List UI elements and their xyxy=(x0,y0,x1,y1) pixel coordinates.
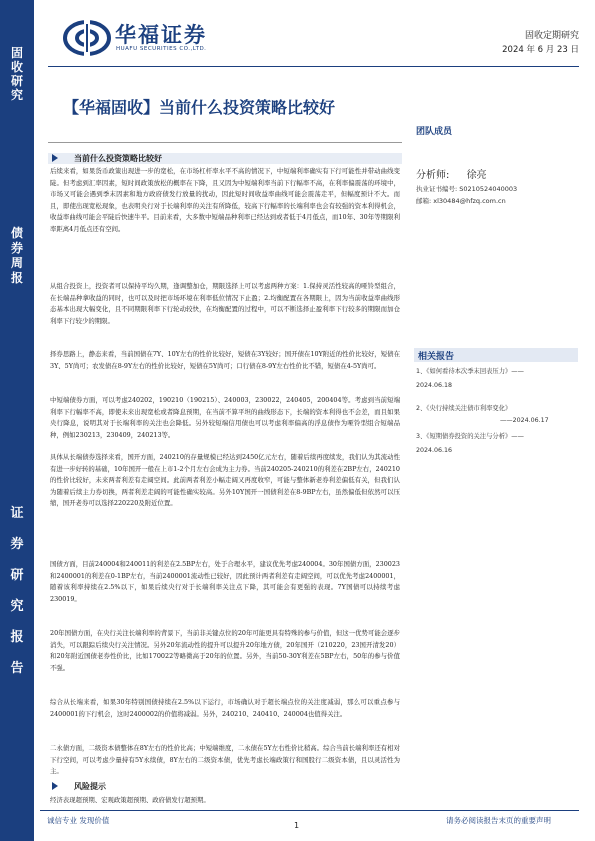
section-heading: 风险提示 xyxy=(74,782,106,791)
body-paragraph: 20年国债方面，在央行关注长端利率的背景下，当前非关键点位的20年可能更具有特殊的参与价值，但这一优势可能会逐步消失，可以跟踪后续央行关注情况。另外20年流动性的提升可以提升20年地方债，20年国开（210220，23国开清发20）和20年附近国债老券性价比，比如170022等略微高于20年的位置。另外，当前50-30Y利差在5BP左右，50年的参与价值不强。 xyxy=(50,629,400,672)
report-date: 2024 年 6 月 23 日 xyxy=(502,45,579,55)
sidebar-char: 证 xyxy=(10,506,24,521)
sidebar-char: 究 xyxy=(10,599,24,614)
body-paragraph: 择券思路上，静态来看，当前国债在7Y、10Y左右的性价比较好，短债在3Y较好；国开债在10Y附近的性价比较好，短债在3Y、5Y尚可；农发债在8-9Y左右的性价比较好，短债在5Y尚可；口行债在8-9Y左右性价比不错，短债在4-5Y尚可。 xyxy=(50,350,400,370)
body-paragraph: 后续来看，如果货币政策出现进一步的宽松，在市场杠杆率水平不高的情况下，中短端利率确实有下行可能性并带动曲线变陡。但考虑到汇率因素，短时间政策放松的概率在下降，且又因为中短端利率当前下行幅率不高，在利率偏震荡的环境中，市场又可能会遇到季末因素和地方政府债发行放量的扰动，因此短时间收益率曲线可能会震荡走平，但幅度预计不大。而且，即使出现宽松现象，也表明央行对于长端利率的关注有所降低，较高下行幅率的长端利率也会有较强的资本利得机会，收益率曲线可能会平陡后快速牛平。目前来看，大多数中短端品种利率已经达到或者低于4月低点，而10年、30年等期限利率距离4月低点还有空间。 xyxy=(50,167,400,233)
body-paragraph: 中短端债券方面，可以考虑240202，190210（190215）、240003，230022，240405，200404等。考虑到当前短端利率下行幅率不高，即使未来出现宽松或者降息预期，在当前不算平坦的曲线形态下，长端的资本利得也不会差，而且如果央行降息，说明其对于长端利率的关注也会降低。另外较短端信用债也可以考虑利率偏高的浮息债作为哑铃型组合短端品种，例如230213，230409，240213等。 xyxy=(50,396,400,439)
team-label: 团队成员 xyxy=(416,127,453,137)
sidebar-char: 债 xyxy=(10,226,23,240)
section-arrow-icon xyxy=(52,154,58,162)
company-logo-text: 华福证券 xyxy=(115,23,207,47)
sidebar-char: 收 xyxy=(10,60,23,74)
related-report-date: ——2024.06.17 xyxy=(500,417,549,424)
sidebar-char: 券 xyxy=(10,537,24,552)
sidebar-char: 报 xyxy=(10,630,24,645)
title-divider xyxy=(48,142,402,143)
related-report-date: 2024.06.18 xyxy=(416,382,453,389)
footer-slogan: 诚信专业 发现价值 xyxy=(47,816,110,825)
sidebar-char: 告 xyxy=(10,661,24,676)
analyst-label: 分析师: xyxy=(416,170,450,181)
sidebar-char: 研 xyxy=(10,568,24,583)
related-report-date: 2024.06.16 xyxy=(416,447,453,454)
body-paragraph: 综合从长端来看，如果30年特别国债持续在2.5%以下运行，市场确认对于超长端点位的关注度减弱，那么可以重点参与2400001的下行机会，这时2400002的价值将减弱。另外，240210、240410、240004也值得关注。 xyxy=(50,698,400,718)
body-paragraph: 具体从长端债券选择来看，国开方面，240210的存量规模已经达到2450亿元左右，随着后续再度续发，我们认为其流动性有进一步好转的基础，10年国开一般在上市1-2个月左右会成为主力券。当前240205-240210的利差在2BP左右，240210的性价比较好，未来两者利差有走阔空间。此前两者利差小幅走阔又再度收窄，可能与整体新老券利差偏低有关，但我们认为随着后续主力券切换，两者利差走阔的可能性确实较高。另外10Y国开一国债利差在8-9BP左右，虽然偏低但依然可以压缩，国开老券可以选择220220及附近位置。 xyxy=(50,453,400,508)
sidebar-char: 券 xyxy=(10,241,23,255)
header-divider xyxy=(48,66,579,67)
company-logo-icon xyxy=(62,18,112,58)
related-reports-title: 相关报告 xyxy=(418,352,455,362)
report-type: 固收定期研究 xyxy=(524,31,579,41)
sidebar-bottom-label xyxy=(0,498,34,684)
related-report-link[interactable]: 1、《如何看待本次季末回表压力》—— xyxy=(416,368,524,375)
sidebar-char: 报 xyxy=(10,271,23,285)
footer-divider xyxy=(40,810,579,811)
analyst-email[interactable]: 邮箱: xl30484@hfzq.com.cn xyxy=(416,197,506,205)
related-report-link[interactable]: 2、《央行持续关注债市利率变化》 xyxy=(416,405,512,412)
analyst-cert: 执业证书编号: S0210524040003 xyxy=(416,185,518,193)
page-number: 1 xyxy=(294,821,300,830)
body-paragraph: 从组合投资上，投资者可以保持平均久期，逢调整加仓，期限选择上可以考虑两种方案：1.保持灵活性较高的哑铃型组合，在长端品种拿收益的同时，也可以及时把市场环境在利率低位情况下止盈；2.均衡配置在各期限上，因为当前收益率曲线形态基本出现大幅变化，且不同期限利率下行轮动较快，在均衡配置的过程中，可以不断选择止盈利率下行较多的期限而加仓利率下行较少的期限。 xyxy=(50,282,400,325)
body-paragraph: 国债方面，目前240004和240011的利差在2.5BP左右，处于合理水平，建议优先考虑240004。30年国债方面，230023和2400001的利差在0-1BP左右，当前2400001流动性已较好，因此预计两者利差有走阔空间，可以优先考虑2400001，随着该利率持续在2.5%以下，如果后续央行对于长端利率关注点下降，其可能会有更强的表现。7Y国债可以持续考虑230019。 xyxy=(50,560,400,603)
sidebar-char: 究 xyxy=(10,88,23,102)
section-arrow-icon xyxy=(52,782,58,790)
body-paragraph: 二永债方面，二级资本债整体在8Y左右的性价比高；中短端维度，二永债在5Y左右性价比稍高。综合当前长端利率还有相对下行空间，可以考虑少量持有5Y永续债，8Y左右的二级资本债，优先考虑长端政策行和国股行二级资本债，且以灵活性为主。 xyxy=(50,744,400,776)
related-report-link[interactable]: 3、《短期债券投资的关注与分析》—— xyxy=(416,433,524,440)
page-title: 【华福固收】当前什么投资策略比较好 xyxy=(63,98,336,117)
footer-disclaimer: 请务必阅读报告末页的重要声明 xyxy=(446,816,551,825)
analyst-info xyxy=(416,166,487,181)
sidebar-top-label xyxy=(0,46,34,102)
analyst-name: 徐亮 xyxy=(466,170,487,181)
sidebar-char: 周 xyxy=(10,256,23,270)
risk-text: 经济表现超预期、宏观政策超预期、政府债发行超预期。 xyxy=(50,796,210,804)
sidebar-middle-label xyxy=(0,226,34,286)
sidebar-char: 研 xyxy=(10,74,23,88)
sidebar-char: 固 xyxy=(10,46,23,60)
section-heading: 当前什么投资策略比较好 xyxy=(74,154,162,163)
company-logo-subtitle: HUAFU SECURITIES CO.,LTD. xyxy=(116,46,207,52)
sidebar xyxy=(0,0,34,841)
